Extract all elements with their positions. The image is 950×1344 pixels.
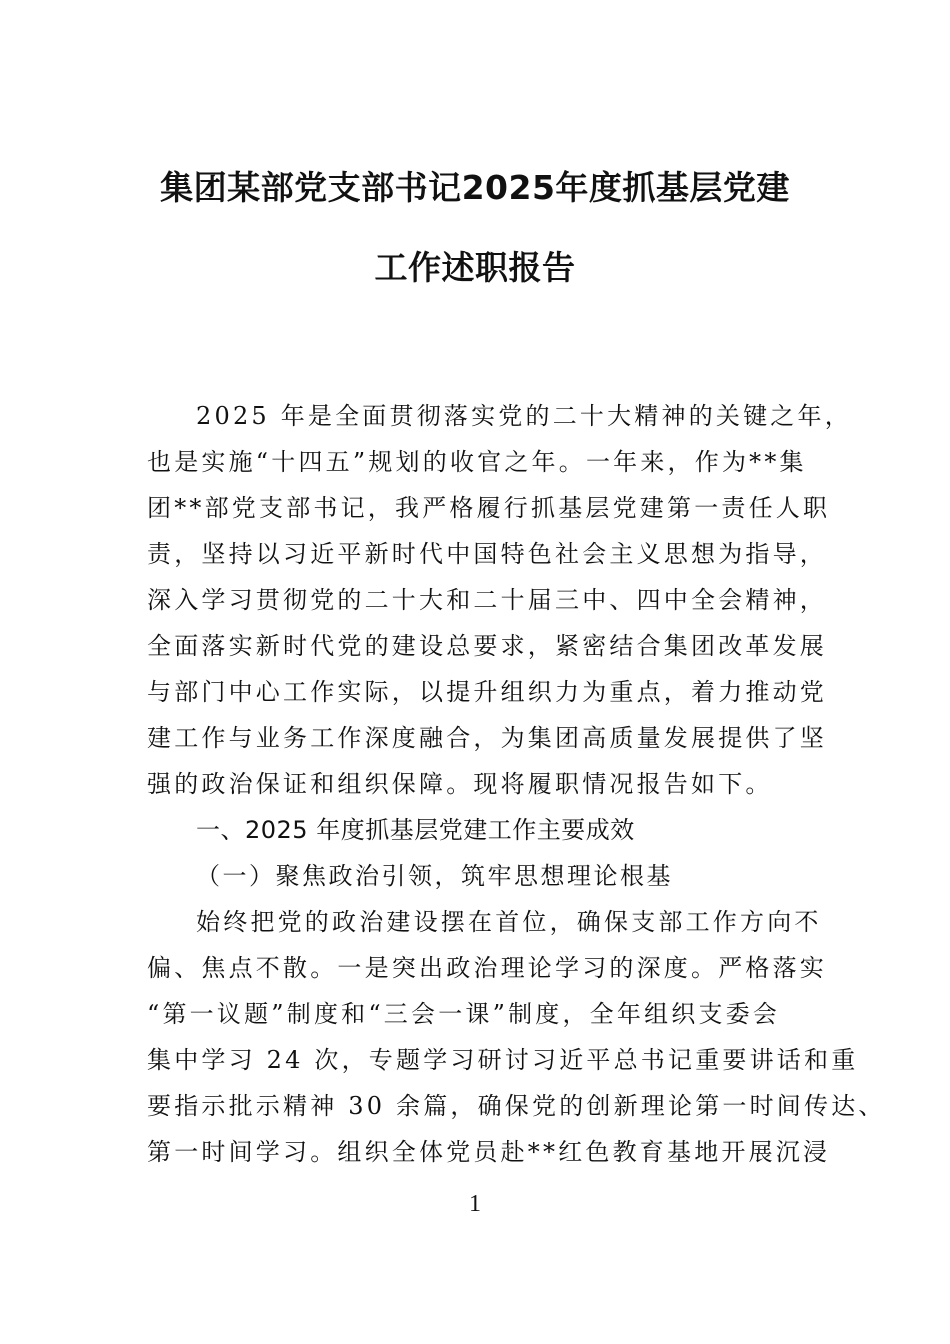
body-line: 要指示批示精神 30 余篇，确保党的创新理论第一时间传达、 xyxy=(147,1092,886,1120)
section-heading-1: 一、2025 年度抓基层党建工作主要成效 xyxy=(196,816,635,844)
body-line: 责，坚持以习近平新时代中国特色社会主义思想为指导， xyxy=(147,540,827,568)
body-line: 建工作与业务工作深度融合，为集团高质量发展提供了坚 xyxy=(147,724,827,752)
body-line: 集中学习 24 次，专题学习研讨习近平总书记重要讲话和重 xyxy=(147,1046,859,1074)
body-line: 2025 年是全面贯彻落实党的二十大精神的关键之年， xyxy=(196,402,852,430)
body-line: 始终把党的政治建设摆在首位，确保支部工作方向不 xyxy=(196,908,822,936)
body-line: “第一议题”制度和“三会一课”制度，全年组织支委会 xyxy=(147,1000,781,1028)
subsection-heading-1: （一）聚焦政治引领，筑牢思想理论根基 xyxy=(196,862,673,890)
body-line: 与部门中心工作实际，以提升组织力为重点，着力推动党 xyxy=(147,678,827,706)
body-line: 第一时间学习。组织全体党员赴**红色教育基地开展沉浸 xyxy=(147,1138,831,1166)
body-line: 也是实施“十四五”规划的收官之年。一年来，作为**集 xyxy=(147,448,807,476)
body-line: 全面落实新时代党的建设总要求，紧密结合集团改革发展 xyxy=(147,632,827,660)
document-title-line-1: 集团某部党支部书记2025年度抓基层党建 xyxy=(160,168,790,207)
page-number: 1 xyxy=(469,1191,481,1217)
body-line: 强的政治保证和组织保障。现将履职情况报告如下。 xyxy=(147,770,773,798)
body-line: 深入学习贯彻党的二十大和二十届三中、四中全会精神， xyxy=(147,586,827,614)
body-line: 团**部党支部书记，我严格履行抓基层党建第一责任人职 xyxy=(147,494,831,522)
body-line: 偏、焦点不散。一是突出政治理论学习的深度。严格落实 xyxy=(147,954,827,982)
document-title-line-2: 工作述职报告 xyxy=(374,248,576,287)
